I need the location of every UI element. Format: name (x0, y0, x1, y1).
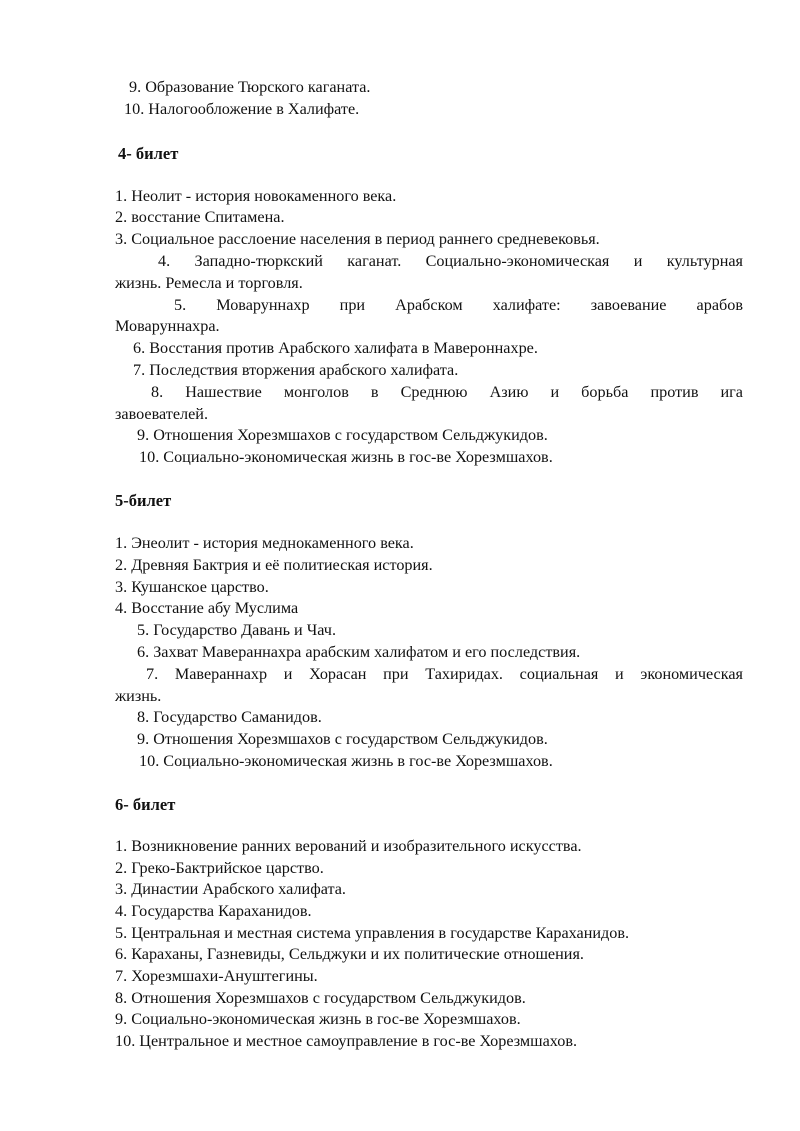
list-item: 6. Захват Мавераннахра арабским халифатом и его последствия. (137, 643, 581, 661)
list-item: 9. Образование Тюрского каганата. (129, 78, 371, 96)
ticket-4-title: 4- билет (118, 144, 179, 163)
list-item: 5. Центральная и местная система управления в государстве Караханидов. (115, 924, 630, 942)
list-item: 6. Восстания против Арабского халифата в Мавероннахре. (133, 339, 538, 357)
list-item: 6. Караханы, Газневиды, Сельджуки и их политические отношения. (115, 945, 584, 963)
list-item: 10. Центральное и местное самоуправление в гос-ве Хорезмшахов. (115, 1032, 578, 1050)
list-item: 10. Социально-экономическая жизнь в гос-ве Хорезмшахов. (139, 448, 553, 466)
list-item: 8. Отношения Хорезмшахов с государством Сельджукидов. (115, 989, 526, 1007)
list-item: 5. Государство Давань и Чач. (137, 621, 336, 639)
list-item: 2. Древняя Бактрия и её политиеская история. (115, 556, 433, 574)
list-item: 1. Неолит - история новокаменного века. (115, 187, 397, 205)
ticket-5-title: 5-билет (115, 491, 172, 510)
list-item: 9. Отношения Хорезмшахов с государством Сельджукидов. (137, 426, 548, 444)
list-item: 1. Энеолит - история меднокаменного века. (115, 534, 414, 552)
list-item: 1. Возникновение ранних верований и изобразительного искусства. (115, 837, 582, 855)
list-item: 4. Государства Караханидов. (115, 902, 312, 920)
list-item: 5. Моваруннахр при Арабском халифате: завоевание арабов (174, 296, 743, 314)
list-item: 2. восстание Спитамена. (115, 208, 285, 226)
list-item: 4. Восстание абу Муслима (115, 599, 299, 617)
list-item: 8. Нашествие монголов в Среднюю Азию и борьба против ига (151, 383, 743, 401)
list-item-continuation: завоевателей. (115, 405, 209, 423)
list-item: 3. Кушанское царство. (115, 578, 269, 596)
list-item: 9. Социально-экономическая жизнь в гос-ве Хорезмшахов. (115, 1010, 521, 1028)
ticket-6-title: 6- билет (115, 795, 176, 814)
list-item-continuation: жизнь. (115, 687, 162, 705)
list-item: 10. Социально-экономическая жизнь в гос-ве Хорезмшахов. (139, 752, 553, 770)
list-item: 7. Хорезмшахи-Ануштегины. (115, 967, 318, 985)
list-item: 3. Социальное расслоение населения в период раннего средневековья. (115, 230, 600, 248)
list-item: 3. Династии Арабского халифата. (115, 880, 346, 898)
list-item-continuation: Моваруннахра. (115, 317, 220, 335)
list-item: 8. Государство Саманидов. (137, 708, 322, 726)
list-item: 2. Греко-Бактрийское царство. (115, 859, 324, 877)
list-item-continuation: жизнь. Ремесла и торговля. (115, 274, 303, 292)
list-item: 10. Налогообложение в Халифате. (124, 100, 360, 118)
list-item: 7. Последствия вторжения арабского халифата. (133, 361, 459, 379)
list-item: 7. Мавераннахр и Хорасан при Тахиридах. социальная и экономическая (146, 665, 743, 683)
list-item: 4. Западно-тюркский каганат. Социально-экономическая и культурная (158, 252, 743, 270)
list-item: 9. Отношения Хорезмшахов с государством Сельджукидов. (137, 730, 548, 748)
